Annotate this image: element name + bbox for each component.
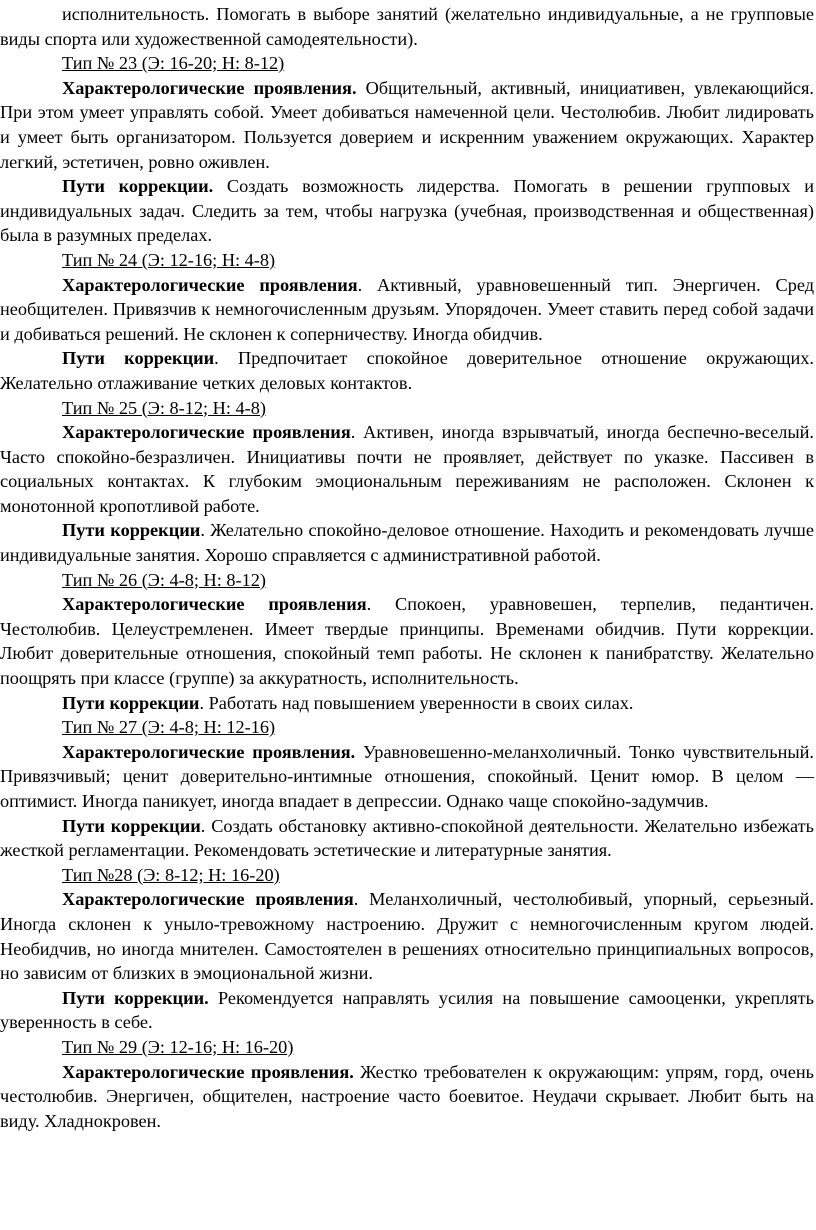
body-paragraph <box>0 986 814 1035</box>
body-paragraph <box>0 740 814 814</box>
type-heading: Тип №28 (Э: 8-12; Н: 16-20) <box>62 864 280 885</box>
paragraph-lead-label: Пути коррекции. <box>62 176 214 197</box>
type-heading: Тип № 26 (Э: 4-8; Н: 8-12) <box>62 569 266 590</box>
type-heading: Тип № 25 (Э: 8-12; Н: 4-8) <box>62 397 266 418</box>
paragraph-lead-label: Характерологические проявления. <box>62 1061 354 1082</box>
type-heading: Тип № 27 (Э: 4-8; Н: 12-16) <box>62 717 276 738</box>
paragraph-text: Рекомендуется направлять усилия на повышение самооценки, укреплять уверенность в себе. <box>0 987 814 1033</box>
body-paragraph <box>0 1060 814 1134</box>
type-heading: Тип № 29 (Э: 12-16; Н: 16-20) <box>62 1036 294 1057</box>
paragraph-text: . Активный, уравновешенный тип. Энергичен. Сред необщителен. Привязчив к немногочисленным друзьям. Упорядочен. Умеет ставить перед собой задачи и добиваться решений. Не склонен к соперничеству. Иногда обидчив. <box>0 274 815 344</box>
body-paragraph <box>0 346 814 395</box>
paragraph-lead-label: Пути коррекции. <box>62 987 209 1008</box>
body-paragraph <box>0 76 814 174</box>
paragraph-text: . Меланхоличный, честолюбивый, упорный, серьезный. Иногда склонен к уныло-тревожному настроению. Дружит с немногочисленным кругом людей. Необидчив, но иногда мнителен. Самостоятелен в решениях относительно принципиальных вопросов, но зависим от близких в эмоциональной жизни. <box>0 889 814 984</box>
paragraph-text: Уравновешенно-меланхоличный. Тонко чувствительный. Привязчивый; ценит доверительно-интимные отношения, спокойный. Ценит юмор. В целом — оптимист. Иногда паникует, иногда впадает в депрессии. Однако чаще спокойно-задумчив. <box>0 741 814 811</box>
paragraph-text: . Создать обстановку активно-спокойной деятельности. Желательно избежать жесткой регламентации. Рекомендовать эстетические и литературные занятия. <box>0 815 814 861</box>
paragraph-lead-label: Характерологические проявления <box>62 594 367 615</box>
document-page <box>0 2 814 1133</box>
paragraph-text: исполнительность. Помогать в выборе занятий (желательно индивидуальные, а не групповые виды спорта или художественной самодеятельности). <box>0 4 814 49</box>
paragraph-text: . Желательно спокойно-деловое отношение. Находить и рекомендовать лучше индивидуальные занятия. Хорошо справляется с административной работой. <box>0 520 814 566</box>
body-paragraph <box>0 174 814 248</box>
paragraph-lead-label: Пути коррекции <box>62 520 201 541</box>
paragraph-text: Общительный, активный, инициативен, увлекающийся. При этом умеет управлять собой. Умеет добиваться намеченной цели. Честолюбив. Любит лидировать и умеет быть организатором. Пользуется доверием и искренним уважением окружающих. Характер легкий, эстетичен, ровно оживлен. <box>0 77 814 172</box>
paragraph-lead-label: Характерологические проявления. <box>62 77 357 98</box>
body-paragraph <box>0 814 814 863</box>
paragraph-lead-label: Пути коррекции <box>62 692 200 713</box>
paragraph-text: . Предпочитает спокойное доверительное отношение окружающих. Желательно отлаживание четких деловых контактов. <box>0 348 814 393</box>
body-paragraph <box>0 887 814 985</box>
paragraph-text: . Работать над повышением уверенности в своих силах. <box>199 692 634 713</box>
paragraph-text: Жестко требователен к окружающим: упрям, горд, очень честолюбив. Энергичен, общителен, настроение часто боевитое. Неудачи скрывает. Любит быть на виду. Хладнокровен. <box>0 1061 814 1131</box>
paragraph-lead-label: Пути коррекции <box>62 348 215 369</box>
paragraph-lead-label: Пути коррекции <box>62 815 201 836</box>
body-paragraph <box>0 592 814 690</box>
paragraph-lead-label: Характерологические проявления <box>62 889 354 910</box>
body-paragraph <box>0 2 814 51</box>
body-paragraph <box>0 420 814 518</box>
paragraph-text: . Активен, иногда взрывчатый, иногда беспечно-веселый. Часто спокойно-безразличен. Инициативы почти не проявляет, действует по указке. Пассивен в социальных контактах. К глубоким эмоциональным переживаниям не расположен. Склонен к монотонной кропотливой работе. <box>0 422 814 516</box>
body-paragraph <box>0 518 814 567</box>
body-paragraph <box>0 273 814 347</box>
paragraph-lead-label: Характерологические проявления <box>62 422 351 443</box>
paragraph-text: Создать возможность лидерства. Помогать в решении групповых и индивидуальных задач. Следить за тем, чтобы нагрузка (учебная, производственная и общественная) была в разумных пределах. <box>0 176 814 246</box>
type-heading: Тип № 23 (Э: 16-20; Н: 8-12) <box>62 53 285 74</box>
body-paragraph <box>0 691 814 716</box>
paragraph-text: . Спокоен, уравновешен, терпелив, педантичен. Честолюбив. Целеустремленен. Имеет твердые принципы. Временами обидчив. Пути коррекции. Любит доверительные отношения, спокойный темп работы. Не склонен к панибратству. Желательно поощрять при классе (группе) за аккуратность, исполнительность. <box>0 594 814 689</box>
paragraph-lead-label: Характерологические проявления <box>62 274 358 295</box>
type-heading: Тип № 24 (Э: 12-16; Н: 4-8) <box>62 249 276 270</box>
paragraph-lead-label: Характерологические проявления. <box>62 741 356 762</box>
